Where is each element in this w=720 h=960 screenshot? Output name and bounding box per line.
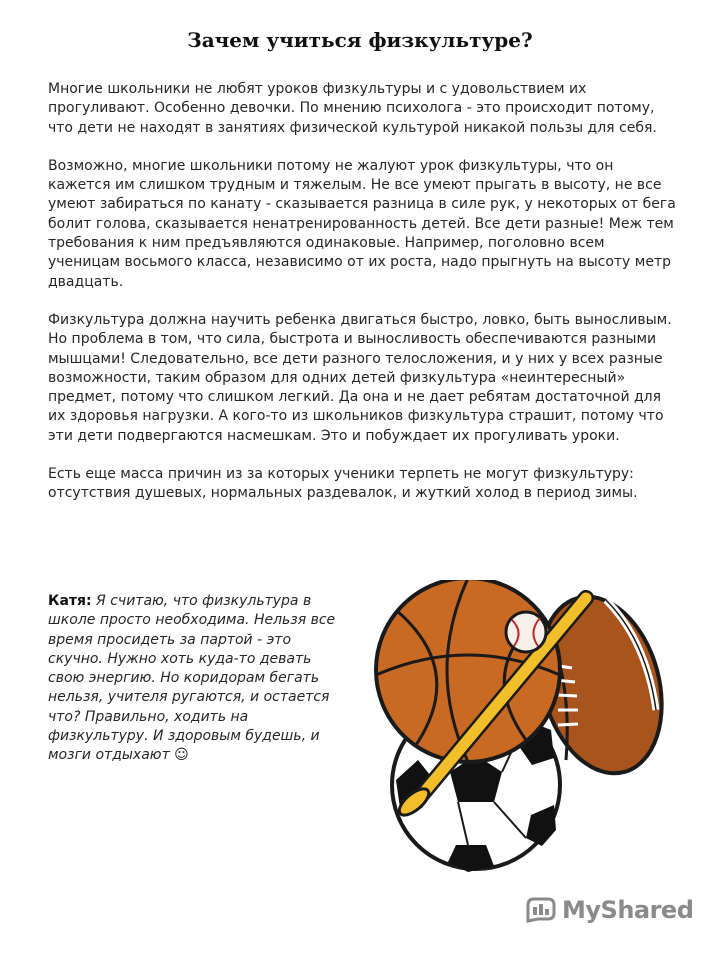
- paragraph-2: Возможно, многие школьники потому не жалуют урок физкультуры, что он кажется им слишком трудным и тяжелым. Не все умеют прыгать в высоту, не все умеют забираться по канату - сказывается разница в силе рук, у некоторых от бега болит голова, сказывается ненатренированность детей. Все дети разные! Меж тем требования к ним предъявляются одинаковые. Например, поголовно всем ученицам восьмого класса, независимо от их роста, надо прыгнуть на высоту метр двадцать.: [48, 157, 676, 290]
- paragraph-4: Есть еще масса причин из за которых ученики терпеть не могут физкультуру: отсутствия душевых, нормальных раздевалок, и жуткий холод в период зимы.: [48, 466, 638, 502]
- sports-balls-illustration: [356, 580, 676, 880]
- page-title: Зачем учиться физкультуре?: [187, 28, 533, 52]
- baseball-image: [506, 612, 546, 652]
- watermark-text: MyShared: [562, 896, 694, 924]
- paragraph-1: Многие школьники не любят уроков физкультуры и с удовольствием их прогуливают. Особенно девочки. По мнению психолога - это происходит потому, что дети не находят в занятиях физической культурой никакой пользы для себя.: [48, 81, 657, 136]
- paragraph-3: Физкультура должна научить ребенка двигаться быстро, ловко, быть выносливым. Но проблема в том, что сила, быстрота и выносливость обеспечиваются разными мышцами! Следовательно, все дети разного телосложения, и у них у всех разные возможности, таким образом для одних детей физкультура «неинтересный» предмет, потому что слишком легкий. Да она и не дает ребятам достаточной для их здоровья нагрузки. А кого-то из школьников физкультура страшит, потому что эти дети подвергаются насмешкам. Это и побуждает их прогуливать уроки.: [48, 311, 672, 444]
- quote-text: Я считаю, что физкультура в школе просто необходима. Нельзя все время просидеть за партой - это скучно. Нужно хоть куда-то девать свою энергию. Но коридорам бегать нельзя, учителя ругаются, и остается что? Правильно, ходить на физкультуру. И здоровым будешь, и мозги отдыхают ☺: [48, 593, 336, 764]
- article-body: [48, 80, 678, 523]
- student-quote: [48, 592, 343, 766]
- quote-author: Катя:: [48, 593, 92, 609]
- myshared-logo-icon: [524, 895, 558, 925]
- myshared-watermark: [524, 895, 693, 925]
